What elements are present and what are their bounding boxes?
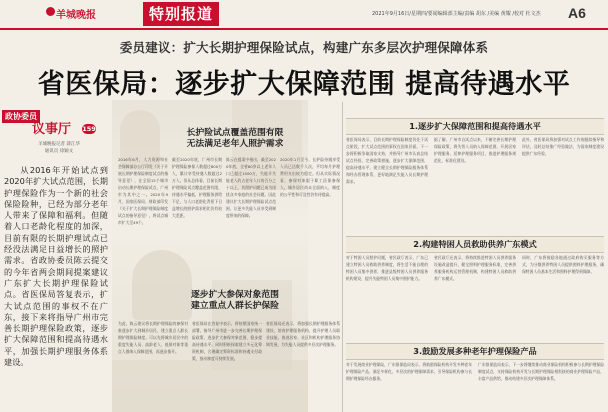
page-number: A6	[568, 5, 586, 21]
headline-right: 逐步扩大保障范围 提高待遇水平	[175, 69, 571, 100]
headline-left: 省医保局：	[37, 69, 176, 100]
column-number: 159	[82, 125, 96, 133]
right-text-1c: 此外，省医保局将加强对试点工作的跟踪指导和评估，及时总结推广经验做法，为国家制度建设提供广东经验。	[522, 137, 604, 156]
lead-paragraph	[4, 165, 108, 368]
subhead-2	[150, 290, 320, 312]
section-heading-2: 2.构建特困人员救助供养广东模式	[346, 236, 604, 253]
middle-text-b: 截至2020年底，广州市长期护理保险参保人数超过800万人，累计享受待遇人数超过2万人。但从总体看，目前长期护理保险试点覆盖范围有限，待遇水平偏低，护理服务供给不足，与人口老龄化背景下日益增长的照护需求相比仍有较大差距。	[172, 157, 222, 218]
right-text-3a: 对于发展商业护理保险，广东银保监局表示，将鼓励保险机构开发多种老年护理保险产品，满足多样化、多层次的护理保障需求，引导保险机构参与长期护理保险经办服务。	[346, 362, 472, 381]
subhead-1	[150, 128, 320, 150]
main-headline	[0, 62, 608, 101]
kicker-headline: 委员建议：扩大长期护理保险试点，构建广东多层次护理保障体系	[119, 40, 489, 55]
middle-text-a: 2016年6月，人力资源和社会保障部办公厅印发《关于开展长期护理保险制度试点的指导意见》，在全国15个城市启动长期护理保险试点，广州市为其中之一。2020年9月，国家医保局、财政部印发《关于扩大长期护理保险制度试点的指导意见》，将试点城市扩大至49个。	[118, 157, 168, 225]
subhead-line: 逐步扩大参保对象范围	[191, 290, 279, 300]
middle-text-g: 省医保局还表示，将加强长期护理服务体系建设，培育护理服务机构，提升护理人员职业技能，推进居家、社区和机构护理服务协调发展，为失能人员提供多层次护理服务。	[266, 321, 340, 347]
right-text-2a: 对于特困人员照护问题，省民政厅表示，广东已建立特困人员救助供养制度，将生活不能自理的特困人员集中供养，推进县级特困人员供养服务机构建设，提升失能特困人员集中照护能力。	[346, 255, 428, 281]
byline-line: 羊城晚报记者 薛江华	[38, 142, 80, 147]
paper-name: 羊城晚报	[56, 10, 96, 21]
middle-text-c: 陈云在提案中指出，截至2020年底，全省60岁以上老年人口已超过1500万，失能半失能老人约占老年人口的百分之十以上，其照护问题已成为困扰众多家庭的社会问题。因此建议扩大长期护理保险试点范围，让更多失能人员享受到制度带来的保障。	[226, 157, 276, 218]
section-tag: 特别报道	[143, 2, 219, 26]
byline-line: 通讯员 徐颖文	[44, 149, 74, 154]
byline	[24, 141, 94, 155]
right-text-1b: 据了解，广州市自试点以来，不断完善长期护理保险政策，将失智人员纳入保障范围，开展居家护理服务，延伸护理服务项目，推进护理服务规范化、标准化建设。	[434, 137, 516, 163]
subhead-line: 建立重点人群长护保险	[191, 301, 279, 311]
right-text-2c: 同时，广东将鼓励各地通过政府购买服务等方式，为分散供养特困人员提供照料护理服务，确保特困人员基本生活和照料护理得到保障。	[522, 255, 604, 274]
section-heading-3: 3.鼓励发展多种老年护理保险产品	[346, 343, 604, 360]
paper-logo-icon	[46, 7, 55, 16]
subhead-line: 无法满足老年人照护需求	[186, 139, 284, 149]
middle-text-f: 省医保局在答复中表示，将按照国家统一部署，指导广州市进一步完善长期护理保险政策，逐步扩大参保对象范围，稳步提高待遇水平。同时积极探索建立多元化筹资机制，合理确定筹资标准和待遇支付政策，推动制度可持续发展。	[192, 321, 262, 361]
lead-text: 从2016年开始试点到2020年扩大试点范围，长期护理保险作为一个新的社会保险险种，已经为部分老年人带来了保障和福利。但随着人口老龄化程度的加深，目前有限的长期护理试点已经没法满足日益增长的照护需求。省政协委员陈云提交的今年省两会期间提案建议广东扩大长期护理保险试点。省医保局答复表示，扩大试点范围的事权不在广东，接下来将指导广州市完善长期护理保险政策，逐步扩大保障范围和提高待遇水平，加强长期护理服务体系建设。	[4, 165, 108, 368]
right-text-3b: 广东银保监局表示，下一步将继续推动商业保险机构积极参与长期护理保险制度试点，支持保险机构开发与长期护理保险相衔接的商业护理保险产品，丰富产品供给，推动构建多层次护理保障体系。	[478, 362, 604, 381]
column-name: 议事厅	[32, 122, 72, 137]
middle-text-d: 2020年1月至今，长护险待遇享受人员已达数千人次，平均每月护理费用支出较为稳定。但从实际情况看，参保对象限于职工医保参保人，城乡居民尚未全面纳入，制度的公平性和可及性仍有待提高。	[280, 157, 340, 197]
issue-info: 2021年9月16日/星期四/要闻编辑部主编/责编 胡东 /美编 黄耀 /校对 杜文杰	[372, 11, 541, 17]
right-text-1a: 省医保局表示，目前长期护理保险制度仍处于试点阶段，扩大试点范围的事权在国家层面。下一步将积极争取国家支持，并指导广州市认真总结试点经验，完善政策措施，逐步扩大保障范围，提高待遇水平，建立健全长期护理保险服务体系和经办管理体系，更好地满足失能人员长期护理需求。	[346, 137, 428, 184]
column-badge: 政协委员	[2, 110, 40, 123]
section-heading-1: 1.逐步扩大保障范围和提高待遇水平	[346, 118, 604, 135]
right-text-2b: 省民政厅还表示，将持续推进特困人员供养服务设施改造提升，健全照料护理服务标准，完善供养服务机构运营管理机制，构建特困人员救助供养广东模式。	[434, 255, 516, 281]
column-divider	[342, 102, 343, 412]
masthead-rule	[0, 28, 608, 30]
subhead-line: 长护险试点覆盖范围有限	[186, 128, 284, 138]
middle-text-e: 为此，陈云建议将长期护理保险的参保对象逐步扩大到城乡居民，建立重点人群长期护理保险制度。可以先将城乡居民中的重度失能人员、高龄老人、低保对象等重点人群纳入保障范围，再逐步推开。	[118, 321, 188, 354]
